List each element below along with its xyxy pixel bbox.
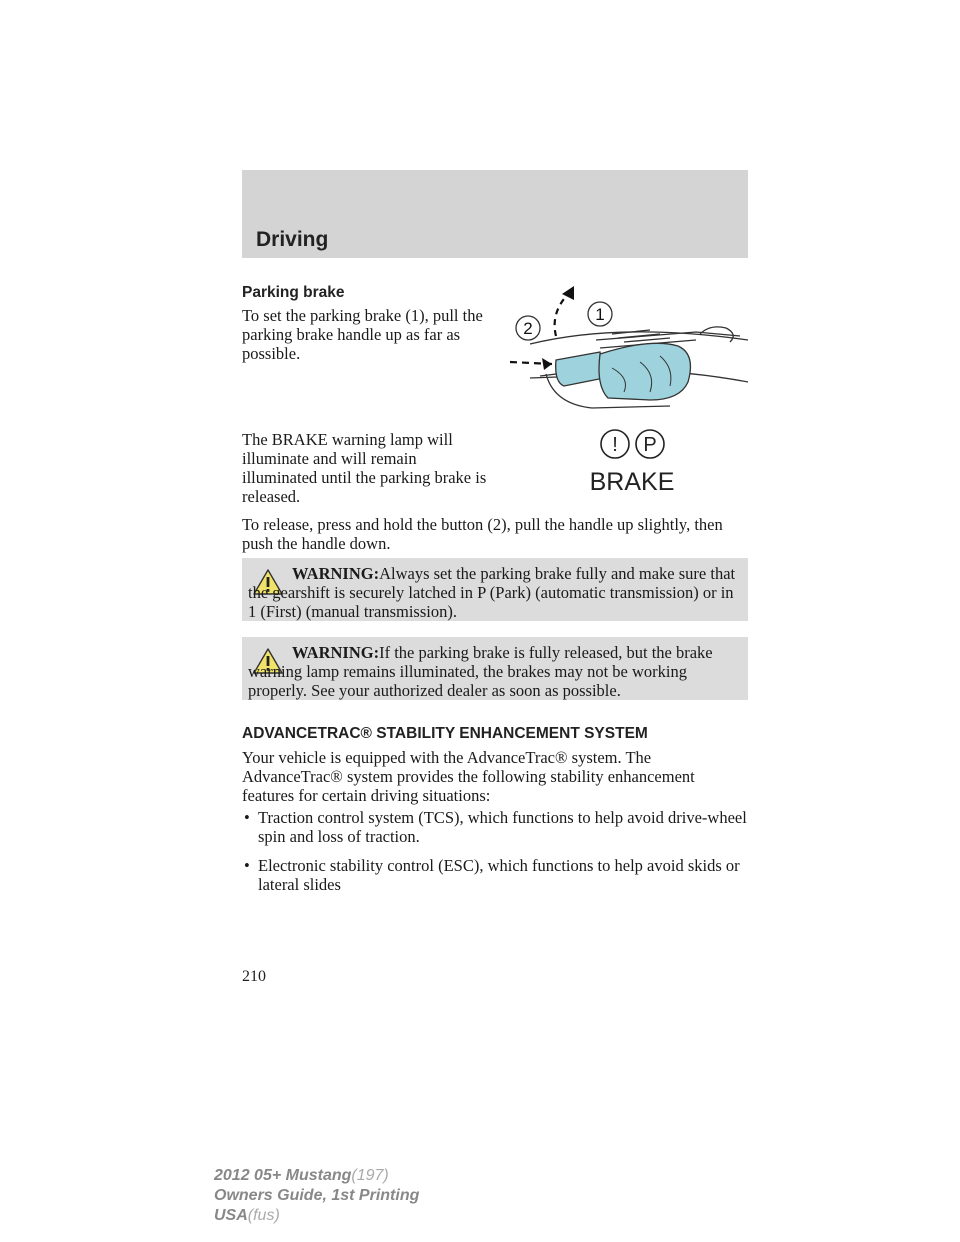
warning-label: WARNING: <box>292 643 380 662</box>
parking-brake-illustration <box>500 282 750 412</box>
footer-market-code: (fus) <box>247 1207 280 1224</box>
footer-code: (197) <box>351 1167 389 1184</box>
section-header-band <box>242 170 748 258</box>
section-title: Driving <box>256 228 329 251</box>
callout-2-label: 2 <box>523 319 533 338</box>
advancetrac-heading: ADVANCETRAC® STABILITY ENHANCEMENT SYSTEM <box>242 725 648 742</box>
advancetrac-intro: Your vehicle is equipped with the AdvanceTrac® system. The AdvanceTrac® system provides the following stability enhancement features for certain driving situations: <box>242 748 695 805</box>
pull-arrow <box>555 292 570 336</box>
warning-label: WARNING: <box>292 564 380 583</box>
print-footer <box>214 1166 419 1226</box>
warning-text-1 <box>248 564 740 621</box>
list-item-text: Traction control system (TCS), which functions to help avoid drive-wheel spin and loss of traction. <box>258 808 747 846</box>
footer-edition: Owners Guide, 1st Printing <box>214 1187 420 1204</box>
parking-brake-set-text: To set the parking brake (1), pull the parking brake handle up as far as possible. <box>242 306 483 363</box>
warning-text-2 <box>248 643 740 700</box>
lamp-label: BRAKE <box>589 468 675 496</box>
warning-body: Always set the parking brake fully and make sure that the gearshift is securely latched in P (Park) (automatic transmission) or in 1 (First) (manual transmission). <box>248 564 736 621</box>
parking-brake-heading: Parking brake <box>242 284 345 301</box>
footer-model: 2012 05+ Mustang <box>214 1167 352 1184</box>
brake-lamp-text: The BRAKE warning lamp will illuminate and will remain illuminated until the parking brake is released. <box>242 430 487 506</box>
bullet-marker: • <box>244 808 250 827</box>
warning-box-2 <box>242 637 748 700</box>
release-text: To release, press and hold the button (2), pull the handle up slightly, then push the handle down. <box>242 515 723 553</box>
brake-handle-grip <box>556 352 604 386</box>
callout-1-label: 1 <box>595 305 605 324</box>
brake-boot <box>599 343 690 400</box>
page-number: 210 <box>242 968 266 985</box>
warning-box-1 <box>242 558 748 621</box>
bullet-marker: • <box>244 856 250 875</box>
list-item-text: Electronic stability control (ESC), which functions to help avoid skids or lateral slides <box>258 856 740 894</box>
brake-warning-lamp-icon <box>582 428 682 498</box>
warning-body: If the parking brake is fully released, but the brake warning lamp remains illuminated, the brakes may not be working properly. See your authorized dealer as soon as possible. <box>248 643 713 700</box>
footer-market: USA <box>214 1207 248 1224</box>
lamp-p: P <box>643 434 657 456</box>
lamp-exclamation: ! <box>612 434 618 456</box>
